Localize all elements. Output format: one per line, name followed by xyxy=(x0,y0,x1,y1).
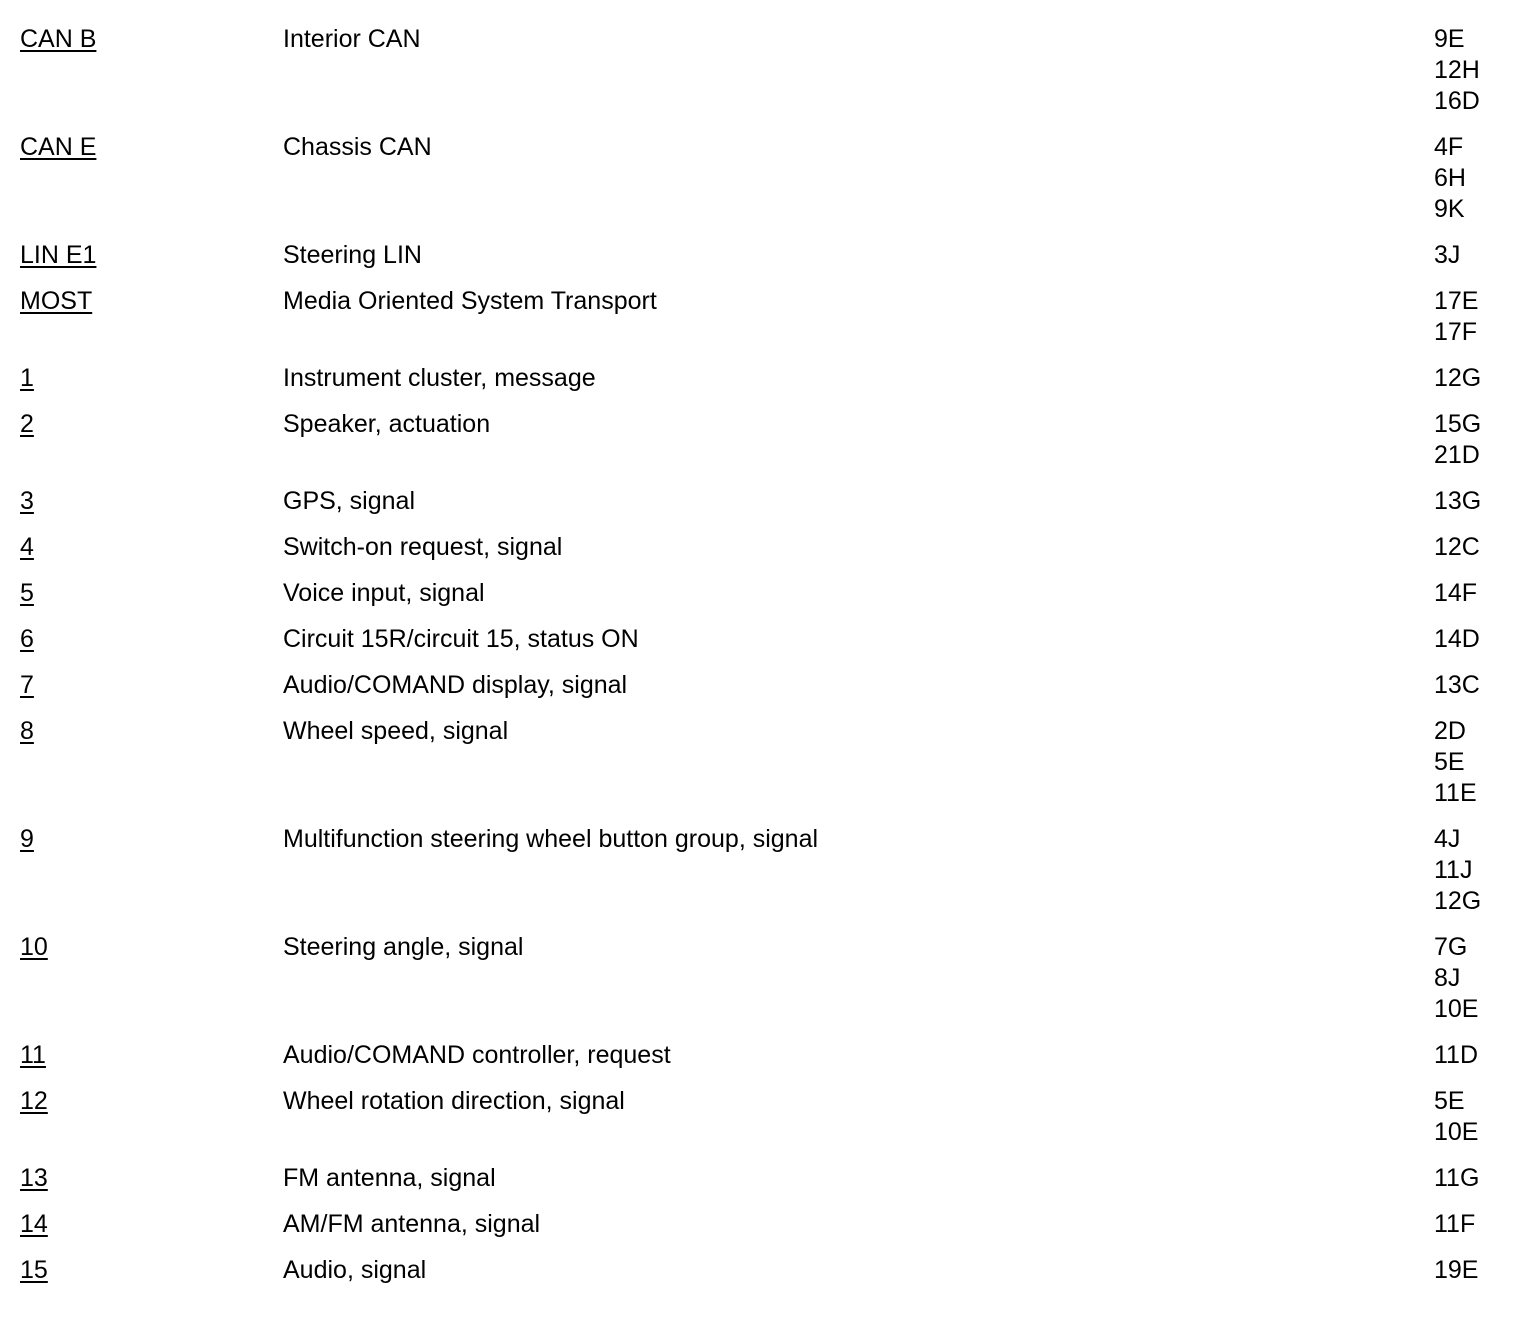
legend-description: Instrument cluster, message xyxy=(283,364,596,392)
grid-reference: 14D xyxy=(1434,625,1480,653)
grid-reference-list xyxy=(1434,409,1516,471)
legend-key-link[interactable]: 8 xyxy=(20,717,34,745)
legend-key-link[interactable]: 9 xyxy=(20,825,34,853)
legend-description: Circuit 15R/circuit 15, status ON xyxy=(283,625,639,653)
legend-description: Steering LIN xyxy=(283,241,422,269)
grid-reference: 19E xyxy=(1434,1256,1479,1284)
legend-key-link[interactable]: 13 xyxy=(20,1164,48,1192)
grid-reference: 4F xyxy=(1434,133,1464,161)
legend-row xyxy=(20,532,1516,563)
grid-reference: 17E xyxy=(1434,287,1479,315)
grid-reference: 17F xyxy=(1434,318,1478,346)
legend-row xyxy=(20,1209,1516,1240)
grid-reference: 13G xyxy=(1434,487,1482,515)
grid-reference-list xyxy=(1434,1163,1516,1194)
legend-row xyxy=(20,286,1516,348)
legend-row xyxy=(20,824,1516,917)
legend-key-link[interactable]: 14 xyxy=(20,1210,48,1238)
grid-reference: 3J xyxy=(1434,241,1461,269)
grid-reference-list xyxy=(1434,363,1516,394)
legend-key-link[interactable]: 15 xyxy=(20,1256,48,1284)
legend-row xyxy=(20,240,1516,271)
legend-key-link[interactable]: 6 xyxy=(20,625,34,653)
grid-reference: 21D xyxy=(1434,441,1480,469)
grid-reference-list xyxy=(1434,1255,1516,1286)
legend-description: Audio/COMAND controller, request xyxy=(283,1041,671,1069)
legend-description: Audio/COMAND display, signal xyxy=(283,671,628,699)
grid-reference: 13C xyxy=(1434,671,1480,699)
grid-reference-list xyxy=(1434,1040,1516,1071)
grid-reference: 15G xyxy=(1434,410,1482,438)
grid-reference-list xyxy=(1434,670,1516,701)
grid-reference-list xyxy=(1434,824,1516,917)
grid-reference-list xyxy=(1434,932,1516,1025)
grid-reference: 9E xyxy=(1434,25,1465,53)
legend-row xyxy=(20,932,1516,1025)
grid-reference: 8J xyxy=(1434,964,1461,992)
grid-reference: 5E xyxy=(1434,1087,1465,1115)
grid-reference-list xyxy=(1434,1209,1516,1240)
grid-reference: 12H xyxy=(1434,56,1480,84)
grid-reference-list xyxy=(1434,132,1516,225)
grid-reference: 11D xyxy=(1434,1041,1479,1069)
legend-description: Chassis CAN xyxy=(283,133,432,161)
legend-key-link[interactable]: CAN E xyxy=(20,133,97,161)
grid-reference: 7G xyxy=(1434,933,1468,961)
legend-key-link[interactable]: 1 xyxy=(20,364,34,392)
grid-reference-list xyxy=(1434,1086,1516,1148)
legend-row xyxy=(20,24,1516,117)
grid-reference: 2D xyxy=(1434,717,1466,745)
legend-key-link[interactable]: LIN E1 xyxy=(20,241,97,269)
grid-reference: 16D xyxy=(1434,87,1480,115)
legend-description: Steering angle, signal xyxy=(283,933,524,961)
grid-reference: 5E xyxy=(1434,748,1465,776)
legend-row xyxy=(20,132,1516,225)
legend-key-link[interactable]: 5 xyxy=(20,579,34,607)
legend-row xyxy=(20,1086,1516,1148)
legend-key-link[interactable]: 10 xyxy=(20,933,48,961)
grid-reference: 12G xyxy=(1434,887,1482,915)
grid-reference-list xyxy=(1434,716,1516,809)
grid-reference-list xyxy=(1434,532,1516,563)
grid-reference-list xyxy=(1434,578,1516,609)
legend-key-link[interactable]: MOST xyxy=(20,287,93,315)
legend-key-link[interactable]: 7 xyxy=(20,671,34,699)
legend-description: Audio, signal xyxy=(283,1256,427,1284)
legend-description: GPS, signal xyxy=(283,487,416,515)
grid-reference: 12G xyxy=(1434,364,1482,392)
legend-row xyxy=(20,409,1516,471)
grid-reference: 11F xyxy=(1434,1210,1476,1238)
legend-key-link[interactable]: 12 xyxy=(20,1087,48,1115)
legend-description: AM/FM antenna, signal xyxy=(283,1210,541,1238)
legend-row xyxy=(20,716,1516,809)
grid-reference-list xyxy=(1434,240,1516,271)
legend-key-link[interactable]: 2 xyxy=(20,410,34,438)
legend-description: Multifunction steering wheel button group, signal xyxy=(283,825,819,853)
grid-reference: 4J xyxy=(1434,825,1461,853)
grid-reference: 11J xyxy=(1434,856,1473,884)
signal-legend-table xyxy=(20,24,1516,1301)
legend-key-link[interactable]: 11 xyxy=(20,1041,46,1069)
legend-row xyxy=(20,624,1516,655)
legend-row xyxy=(20,363,1516,394)
legend-row xyxy=(20,486,1516,517)
grid-reference: 10E xyxy=(1434,995,1479,1023)
legend-row xyxy=(20,1163,1516,1194)
grid-reference-list xyxy=(1434,486,1516,517)
legend-description: Interior CAN xyxy=(283,25,421,53)
grid-reference: 10E xyxy=(1434,1118,1479,1146)
grid-reference-list xyxy=(1434,286,1516,348)
legend-description: Wheel speed, signal xyxy=(283,717,509,745)
legend-description: Voice input, signal xyxy=(283,579,485,607)
grid-reference: 6H xyxy=(1434,164,1466,192)
legend-key-link[interactable]: CAN B xyxy=(20,25,97,53)
grid-reference: 11G xyxy=(1434,1164,1480,1192)
legend-row xyxy=(20,1040,1516,1071)
legend-key-link[interactable]: 3 xyxy=(20,487,34,515)
legend-description: Media Oriented System Transport xyxy=(283,287,657,315)
grid-reference-list xyxy=(1434,24,1516,117)
grid-reference: 14F xyxy=(1434,579,1478,607)
legend-key-link[interactable]: 4 xyxy=(20,533,34,561)
legend-description: Switch-on request, signal xyxy=(283,533,563,561)
legend-row xyxy=(20,670,1516,701)
legend-description: FM antenna, signal xyxy=(283,1164,496,1192)
legend-description: Wheel rotation direction, signal xyxy=(283,1087,625,1115)
grid-reference: 11E xyxy=(1434,779,1477,807)
grid-reference: 9K xyxy=(1434,195,1465,223)
legend-row xyxy=(20,578,1516,609)
grid-reference-list xyxy=(1434,624,1516,655)
legend-description: Speaker, actuation xyxy=(283,410,491,438)
grid-reference: 12C xyxy=(1434,533,1480,561)
legend-row xyxy=(20,1255,1516,1286)
